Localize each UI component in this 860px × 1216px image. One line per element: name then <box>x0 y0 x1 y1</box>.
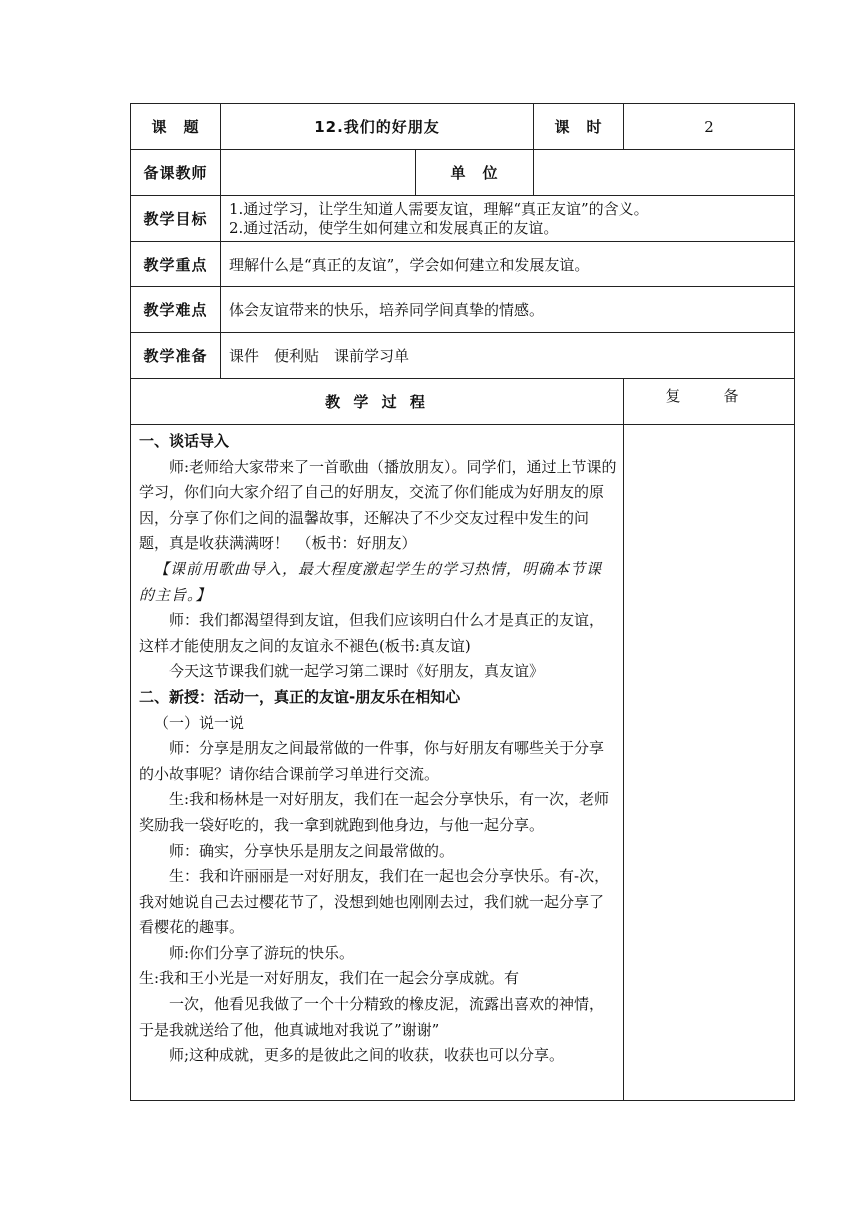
period-label: 课 时 <box>534 104 624 150</box>
topic-label: 课 题 <box>131 104 221 150</box>
row-process-body <box>131 425 795 1101</box>
row-process-header <box>131 379 795 425</box>
process-paragraph: 一次，他看见我做了一个十分精致的橡皮泥，流露出喜欢的神情，于是我就送给了他，他真诚地对我说了”谢谢” <box>139 995 605 1039</box>
teacher-label: 备课教师 <box>131 150 221 196</box>
lesson-plan-sheet <box>130 103 794 1101</box>
process-paragraph: 【课前用歌曲导入，最大程度激起学生的学习热情，明确本节课的主旨。】 <box>139 559 603 604</box>
focus-value: 理解什么是“真正的友谊”，学会如何建立和发展友谊。 <box>221 242 795 287</box>
topic-value: 12.我们的好朋友 <box>221 104 534 150</box>
section-heading: 一、谈话导入 <box>139 432 230 450</box>
difficulty-value: 体会友谊带来的快乐，培养同学间真挚的情感。 <box>221 287 795 333</box>
row-prep <box>131 333 795 379</box>
row-teacher <box>131 150 795 196</box>
teacher-value <box>221 150 416 196</box>
unit-value <box>534 150 795 196</box>
goal-line-2: 2.通过活动，使学生如何建立和发展真正的友谊。 <box>229 218 559 237</box>
goal-label: 教学目标 <box>131 196 221 242</box>
process-title: 教 学 过 程 <box>131 379 624 425</box>
row-difficulty <box>131 287 795 333</box>
process-paragraph: 师：我们都渴望得到友谊，但我们应该明白什么才是真正的友谊，这样才能使朋友之间的友谊永不褪色(板书:真友谊) <box>139 611 605 655</box>
review-body <box>624 425 795 1101</box>
process-paragraph: （一）说一说 <box>154 713 245 732</box>
goal-value <box>221 196 795 242</box>
lesson-plan-table <box>130 103 795 1101</box>
row-goals <box>131 196 795 242</box>
process-paragraph: 生：我和许丽丽是一对好朋友，我们在一起也会分享快乐。有-次，我对她说自己去过樱花节了，没想到她也刚刚去过，我们就一起分享了看樱花的趣事。 <box>139 867 610 937</box>
process-paragraph: 生:我和王小光是一对好朋友，我们在一起会分享成就。有 <box>139 969 520 988</box>
process-paragraph: 师:老师给大家带来了一首歌曲（播放朋友）。同学们，通过上节课的学习，你们向大家介绍了自己的好朋友，交流了你们能成为好朋友的原因，分享了你们之间的温馨故事，还解决了不少交友过程中发生的问题，真是收获满满呀！ （板书：好朋友） <box>139 457 617 553</box>
process-paragraph: 师：确实，分享快乐是朋友之间最常做的。 <box>169 841 455 860</box>
process-paragraph: 师：分享是朋友之间最常做的一件事，你与好朋友有哪些关于分享的小故事呢？请你结合课前学习单进行交流。 <box>139 739 605 783</box>
goal-line-1: 1.通过学习，让学生知道人需要友谊，理解“真正友谊”的含义。 <box>229 199 649 218</box>
row-topic <box>131 104 795 150</box>
unit-label: 单 位 <box>416 150 534 196</box>
row-focus <box>131 242 795 287</box>
process-paragraph: 生:我和杨林是一对好朋友，我们在一起会分享快乐，有一次，老师奖励我一袋好吃的，我一拿到就跑到他身边，与他一起分享。 <box>139 790 610 834</box>
prep-value: 课件 便利贴 课前学习单 <box>221 333 795 379</box>
period-value: 2 <box>624 104 795 150</box>
prep-label: 教学准备 <box>131 333 221 379</box>
review-label: 复 备 <box>624 379 795 425</box>
process-body <box>131 425 624 1101</box>
process-paragraph: 今天这节课我们就一起学习第二课时《好朋友，真友谊》 <box>169 662 545 681</box>
process-paragraph: 师;这种成就，更多的是彼此之间的收获，收获也可以分享。 <box>169 1046 565 1065</box>
section-heading: 二、新授：活动一，真正的友谊-朋友乐在相知心 <box>139 687 461 706</box>
process-paragraph: 师:你们分享了游玩的快乐。 <box>169 943 355 962</box>
difficulty-label: 教学难点 <box>131 287 221 333</box>
focus-label: 教学重点 <box>131 242 221 287</box>
